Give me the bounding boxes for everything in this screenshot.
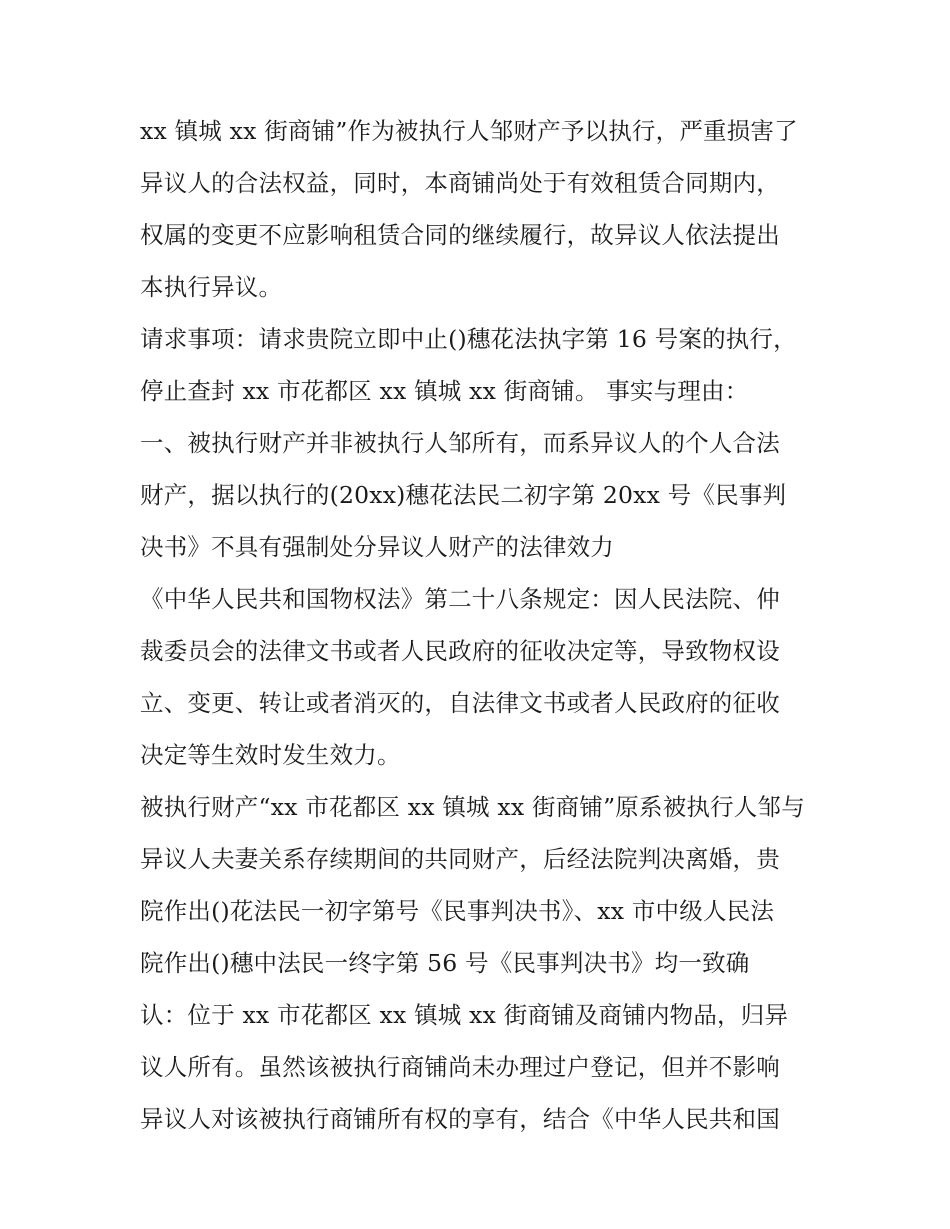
text-line: 议人所有。虽然该被执行商铺尚未办理过户登记，但并不影响 xyxy=(140,1053,780,1081)
text-line: 本执行异议。 xyxy=(140,273,283,301)
text-line: 认：位于 xx 市花都区 xx 镇城 xx 街商铺及商铺内物品，归异 xyxy=(140,1001,789,1029)
text-line: 财产，据以执行的(20xx)穗花法民二初字第 20xx 号《民事判 xyxy=(140,481,787,509)
text-line: 《中华人民共和国物权法》第二十八条规定：因人民法院、仲 xyxy=(140,585,780,613)
text-line: 一、被执行财产并非被执行人邹所有，而系异议人的个人合法 xyxy=(140,429,780,457)
text-line: 停止查封 xx 市花都区 xx 镇城 xx 街商铺。 事实与理由： xyxy=(140,377,749,405)
text-line: 请求事项：请求贵院立即中止()穗花法执字第 16 号案的执行， xyxy=(140,325,797,353)
text-line: 权属的变更不应影响租赁合同的继续履行，故异议人依法提出 xyxy=(140,221,780,249)
text-line: 立、变更、转让或者消灭的，自法律文书或者人民政府的征收 xyxy=(140,689,780,717)
text-line: 院作出()穗中法民一终字第 56 号《民事判决书》均一致确 xyxy=(140,949,750,977)
text-line: 异议人夫妻关系存续期间的共同财产，后经法院判决离婚，贵 xyxy=(140,845,780,873)
document-body xyxy=(140,105,830,1145)
text-line: 异议人的合法权益，同时，本商铺尚处于有效租赁合同期内， xyxy=(140,169,780,197)
text-line: 决定等生效时发生效力。 xyxy=(140,741,401,769)
text-line: 决书》不具有强制处分异议人财产的法律效力 xyxy=(140,533,614,561)
text-line: 被执行财产“xx 市花都区 xx 镇城 xx 街商铺”原系被执行人邹与 xyxy=(140,793,805,821)
text-line: 院作出()花法民一初字第号《民事判决书》、xx 市中级人民法 xyxy=(140,897,775,925)
text-line: 异议人对该被执行商铺所有权的享有，结合《中华人民共和国 xyxy=(140,1105,780,1133)
text-line: xx 镇城 xx 街商铺”作为被执行人邹财产予以执行，严重损害了 xyxy=(140,117,798,145)
text-line: 裁委员会的法律文书或者人民政府的征收决定等，导致物权设 xyxy=(140,637,780,665)
